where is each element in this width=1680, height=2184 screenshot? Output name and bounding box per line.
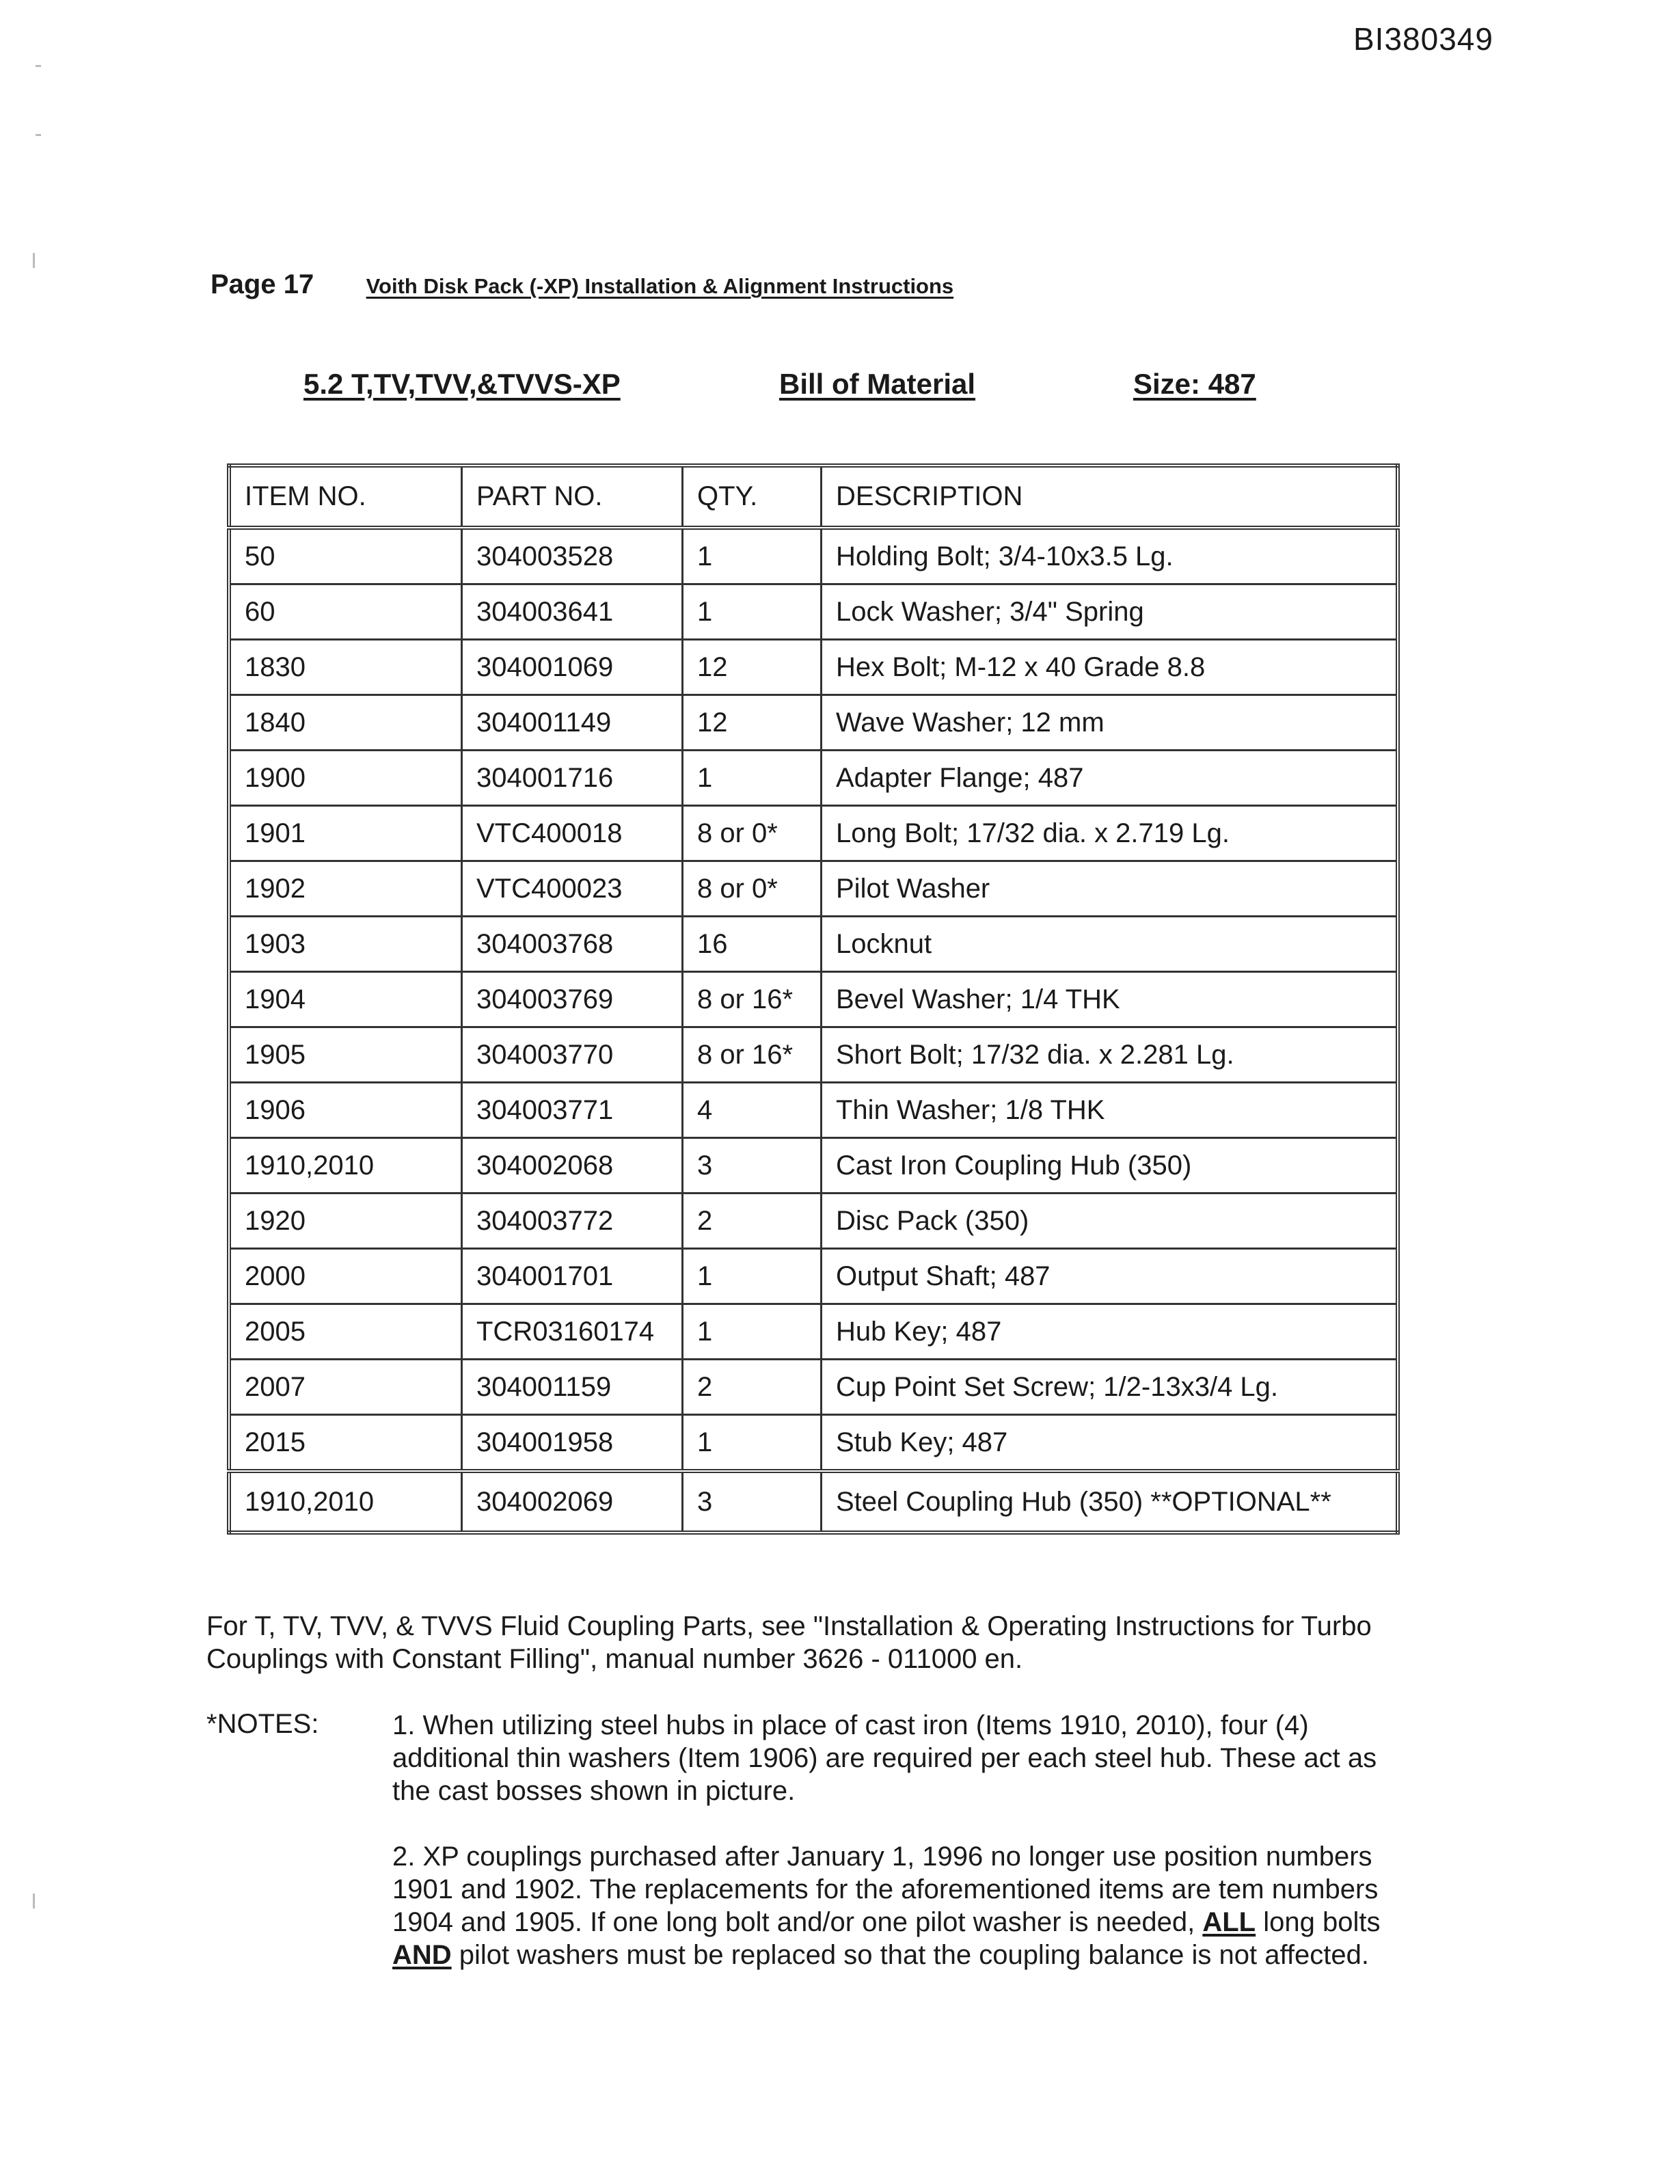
cell-part-no: 304003769 bbox=[462, 972, 683, 1027]
cell-qty: 8 or 0* bbox=[683, 806, 822, 861]
scan-speck bbox=[33, 253, 35, 268]
cell-qty: 1 bbox=[683, 1415, 822, 1472]
cell-part-no: TCR03160174 bbox=[462, 1304, 683, 1360]
cell-qty: 3 bbox=[683, 1138, 822, 1194]
cell-item-no: 60 bbox=[229, 584, 462, 640]
section-model: 5.2 T,TV,TVV,&TVVS-XP bbox=[303, 368, 621, 400]
cell-item-no: 1905 bbox=[229, 1027, 462, 1083]
header-item-no: ITEM NO. bbox=[229, 466, 462, 528]
cell-part-no: 304001958 bbox=[462, 1415, 683, 1472]
table-row bbox=[229, 972, 1398, 1027]
table-row bbox=[229, 528, 1398, 584]
cell-qty: 2 bbox=[683, 1360, 822, 1415]
notes-label: *NOTES: bbox=[206, 1709, 319, 1739]
note-2-text-a: 2. XP couplings purchased after January 1, 1996 no longer use position numbers 1901 and 1902. The replacements for the aforementioned items are tem numbers 1904 and 1905. If one long bolt and/or one pilot washer is needed, bbox=[392, 1842, 1379, 1937]
section-size: Size: 487 bbox=[1133, 368, 1256, 400]
cell-qty: 12 bbox=[683, 695, 822, 751]
cell-item-no: 50 bbox=[229, 528, 462, 584]
page-number: Page 17 bbox=[211, 269, 314, 299]
document-id: BI380349 bbox=[1353, 21, 1493, 57]
cell-item-no: 1901 bbox=[229, 806, 462, 861]
table-row-optional bbox=[229, 1471, 1398, 1533]
cell-part-no: 304003771 bbox=[462, 1083, 683, 1138]
cell-qty: 16 bbox=[683, 917, 822, 972]
cell-description: Steel Coupling Hub (350) **OPTIONAL** bbox=[822, 1471, 1398, 1533]
cell-part-no: 304001069 bbox=[462, 640, 683, 695]
cell-description: Lock Washer; 3/4" Spring bbox=[822, 584, 1398, 640]
table-row bbox=[229, 751, 1398, 806]
cell-description: Cup Point Set Screw; 1/2-13x3/4 Lg. bbox=[822, 1360, 1398, 1415]
cell-description: Stub Key; 487 bbox=[822, 1415, 1398, 1472]
table-row bbox=[229, 1194, 1398, 1249]
cell-part-no: VTC400023 bbox=[462, 861, 683, 917]
cell-description: Long Bolt; 17/32 dia. x 2.719 Lg. bbox=[822, 806, 1398, 861]
header-part-no: PART NO. bbox=[462, 466, 683, 528]
table-row bbox=[229, 1027, 1398, 1083]
cell-item-no: 2005 bbox=[229, 1304, 462, 1360]
note-1: 1. When utilizing steel hubs in place of cast iron (Items 1910, 2010), four (4) additional thin washers (Item 1906) are required per each steel hub. These act as the cast bosses shown in picture. bbox=[392, 1710, 1377, 1806]
cell-description: Cast Iron Coupling Hub (350) bbox=[822, 1138, 1398, 1194]
note-2-all: ALL bbox=[1202, 1907, 1256, 1937]
cell-qty: 8 or 16* bbox=[683, 1027, 822, 1083]
cell-item-no: 1830 bbox=[229, 640, 462, 695]
table-row bbox=[229, 1304, 1398, 1360]
cell-qty: 8 or 0* bbox=[683, 861, 822, 917]
cell-part-no: 304003768 bbox=[462, 917, 683, 972]
cell-description: Pilot Washer bbox=[822, 861, 1398, 917]
cell-description: Wave Washer; 12 mm bbox=[822, 695, 1398, 751]
reference-text: For T, TV, TVV, & TVVS Fluid Coupling Parts, see "Installation & Operating Instructions for Turbo Couplings with Constant Filling", manual number 3626 - 011000 en. bbox=[206, 1611, 1372, 1674]
cell-qty: 8 or 16* bbox=[683, 972, 822, 1027]
cell-part-no: 304001701 bbox=[462, 1249, 683, 1304]
header-description: DESCRIPTION bbox=[822, 466, 1398, 528]
cell-part-no: 304001149 bbox=[462, 695, 683, 751]
cell-qty: 1 bbox=[683, 751, 822, 806]
cell-part-no: 304002068 bbox=[462, 1138, 683, 1194]
cell-item-no: 1920 bbox=[229, 1194, 462, 1249]
table-row bbox=[229, 640, 1398, 695]
table-header-row bbox=[229, 466, 1398, 528]
cell-part-no: 304002069 bbox=[462, 1471, 683, 1533]
cell-part-no: 304001159 bbox=[462, 1360, 683, 1415]
table-row bbox=[229, 1415, 1398, 1472]
document-title: Voith Disk Pack (-XP) Installation & Alignment Instructions bbox=[366, 274, 954, 298]
cell-item-no: 2015 bbox=[229, 1415, 462, 1472]
note-2-text-b: long bolts bbox=[1256, 1907, 1381, 1937]
table-row bbox=[229, 917, 1398, 972]
cell-description: Thin Washer; 1/8 THK bbox=[822, 1083, 1398, 1138]
cell-item-no: 1910,2010 bbox=[229, 1471, 462, 1533]
note-2-and: AND bbox=[392, 1940, 452, 1970]
cell-qty: 4 bbox=[683, 1083, 822, 1138]
cell-item-no: 1910,2010 bbox=[229, 1138, 462, 1194]
table-row bbox=[229, 1083, 1398, 1138]
table-row bbox=[229, 1138, 1398, 1194]
table-row bbox=[229, 1360, 1398, 1415]
cell-qty: 2 bbox=[683, 1194, 822, 1249]
cell-qty: 12 bbox=[683, 640, 822, 695]
cell-item-no: 1900 bbox=[229, 751, 462, 806]
cell-qty: 1 bbox=[683, 584, 822, 640]
scan-speck bbox=[36, 134, 41, 136]
cell-description: Hub Key; 487 bbox=[822, 1304, 1398, 1360]
cell-part-no: 304003772 bbox=[462, 1194, 683, 1249]
cell-description: Holding Bolt; 3/4-10x3.5 Lg. bbox=[822, 528, 1398, 584]
table-row bbox=[229, 1249, 1398, 1304]
cell-part-no: 304001716 bbox=[462, 751, 683, 806]
cell-part-no: VTC400018 bbox=[462, 806, 683, 861]
cell-description: Short Bolt; 17/32 dia. x 2.281 Lg. bbox=[822, 1027, 1398, 1083]
cell-item-no: 1840 bbox=[229, 695, 462, 751]
table-row bbox=[229, 806, 1398, 861]
scan-speck bbox=[36, 65, 41, 67]
scan-speck bbox=[33, 1893, 35, 1909]
cell-description: Locknut bbox=[822, 917, 1398, 972]
cell-item-no: 1902 bbox=[229, 861, 462, 917]
cell-qty: 1 bbox=[683, 1249, 822, 1304]
cell-item-no: 2000 bbox=[229, 1249, 462, 1304]
cell-description: Hex Bolt; M-12 x 40 Grade 8.8 bbox=[822, 640, 1398, 695]
cell-qty: 1 bbox=[683, 1304, 822, 1360]
cell-description: Output Shaft; 487 bbox=[822, 1249, 1398, 1304]
cell-description: Disc Pack (350) bbox=[822, 1194, 1398, 1249]
cell-item-no: 1904 bbox=[229, 972, 462, 1027]
cell-description: Bevel Washer; 1/4 THK bbox=[822, 972, 1398, 1027]
table-row bbox=[229, 861, 1398, 917]
cell-item-no: 2007 bbox=[229, 1360, 462, 1415]
page-header bbox=[211, 269, 953, 300]
cell-item-no: 1906 bbox=[229, 1083, 462, 1138]
table-body bbox=[229, 528, 1398, 1533]
cell-part-no: 304003528 bbox=[462, 528, 683, 584]
cell-qty: 1 bbox=[683, 528, 822, 584]
cell-item-no: 1903 bbox=[229, 917, 462, 972]
cell-qty: 3 bbox=[683, 1471, 822, 1533]
cell-part-no: 304003770 bbox=[462, 1027, 683, 1083]
section-title: Bill of Material bbox=[779, 368, 976, 400]
cell-part-no: 304003641 bbox=[462, 584, 683, 640]
table-row bbox=[229, 584, 1398, 640]
bill-of-material-table bbox=[227, 463, 1400, 1535]
header-qty: QTY. bbox=[683, 466, 822, 528]
note-2 bbox=[392, 1840, 1397, 1971]
note-2-text-c: pilot washers must be replaced so that the coupling balance is not affected. bbox=[451, 1940, 1369, 1970]
cell-description: Adapter Flange; 487 bbox=[822, 751, 1398, 806]
table-row bbox=[229, 695, 1398, 751]
